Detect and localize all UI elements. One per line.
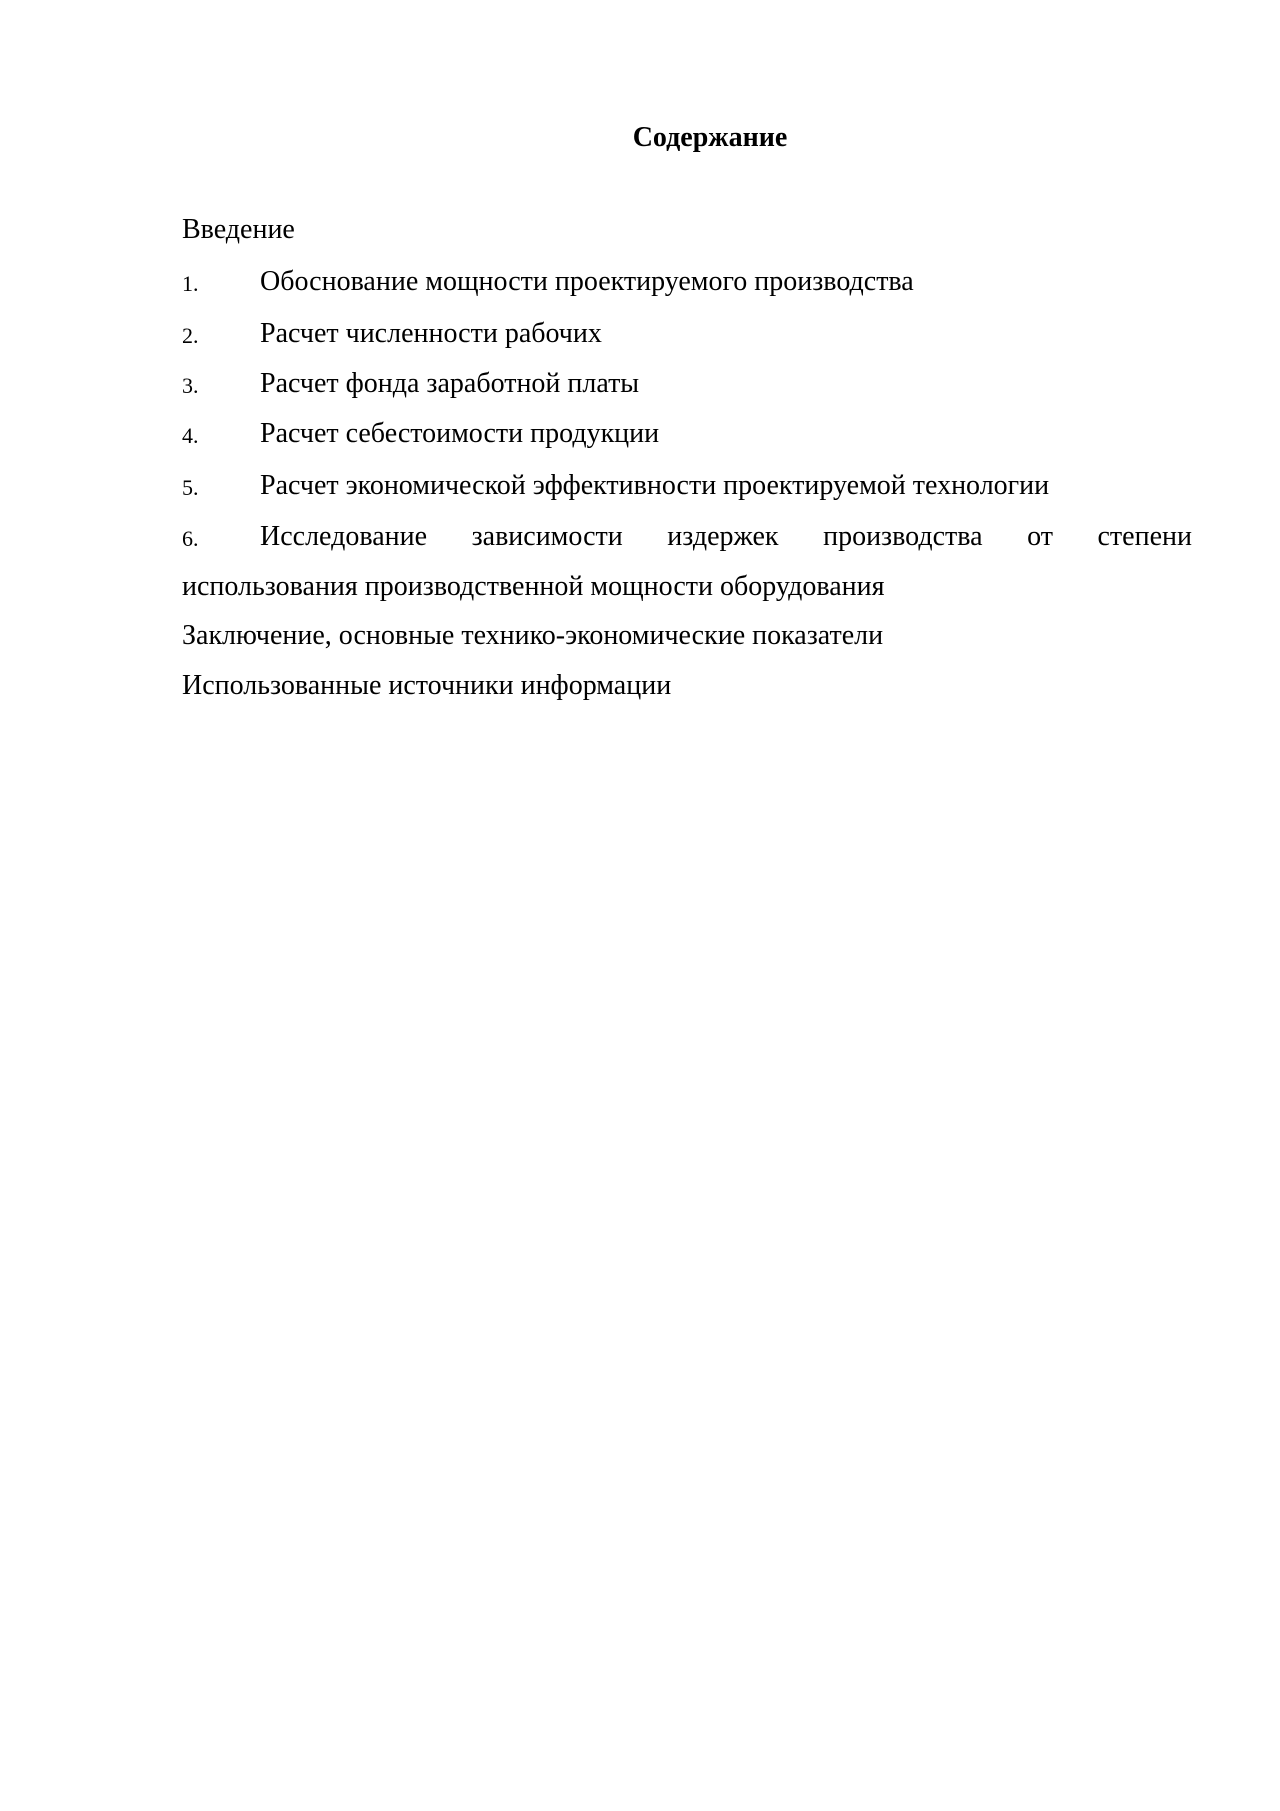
toc-item-number: 1. — [182, 271, 199, 296]
toc-sources-label: Использованные источники информации — [182, 670, 672, 701]
toc-word: производства — [823, 521, 983, 552]
toc-item-text: Расчет экономической эффективности проектируемой технологии — [260, 470, 1050, 501]
toc-word: от — [1027, 521, 1053, 552]
toc-item-number: 2. — [182, 323, 199, 348]
toc-item-6 — [182, 512, 1192, 612]
toc-word: Исследование — [260, 521, 428, 552]
toc-item-text: Расчет себестоимости продукции — [260, 418, 660, 449]
toc-conclusion-label: Заключение, основные технико-экономические показатели — [182, 620, 884, 651]
toc-item-number: 3. — [182, 373, 199, 398]
toc-item-text: Обоснование мощности проектируемого производства — [260, 266, 914, 297]
toc-conclusion — [182, 616, 883, 656]
toc-item-text: Расчет фонда заработной платы — [260, 368, 640, 399]
toc-item-number: 6. — [182, 526, 199, 551]
toc-intro — [182, 210, 295, 250]
toc-sources — [182, 666, 671, 706]
toc-item-6-first-line — [182, 512, 1192, 562]
toc-intro-label: Введение — [182, 214, 295, 245]
toc-item-number: 4. — [182, 423, 199, 448]
toc-item-number: 5. — [182, 475, 199, 500]
toc-word: зависимости — [471, 521, 623, 552]
toc-word: степени — [1097, 521, 1192, 552]
toc-word: издержек — [667, 521, 779, 552]
toc-item-text: Расчет численности рабочих — [260, 318, 602, 349]
toc-item-6-continuation: использования производственной мощности оборудования — [182, 571, 885, 602]
page-title: Содержание — [632, 122, 788, 153]
